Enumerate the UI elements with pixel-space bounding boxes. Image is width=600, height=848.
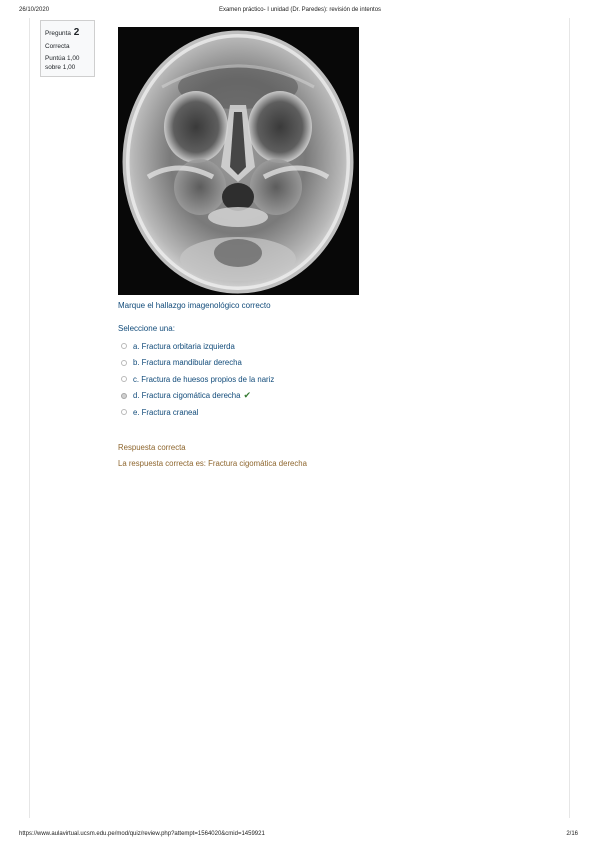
print-page-number: 2/16 [566,831,578,837]
left-border [29,18,30,818]
answer-option-label: c. Fractura de huesos propios de la nariz [133,374,275,384]
skull-xray-image [118,27,359,295]
question-label: Pregunta [45,30,71,37]
answer-prompt: Seleccione una: [118,324,175,333]
print-url: https://www.aulavirtual.ucsm.edu.pe/mod/quiz/review.php?attempt=1564020&cmid=1459921 [19,831,265,837]
radio-e[interactable] [121,409,127,415]
answer-option-b[interactable] [121,355,274,372]
answer-option-label: b. Fractura mandibular derecha [133,358,242,368]
answer-option-d[interactable] [121,388,274,405]
answer-option-a[interactable] [121,338,274,355]
answer-option-c[interactable] [121,371,274,388]
radio-c[interactable] [121,376,127,382]
radio-d-selected[interactable] [121,393,127,399]
answer-option-e[interactable] [121,404,274,421]
question-state: Correcta [45,43,70,50]
question-text: Marque el hallazgo imagenológico correcto [118,301,271,310]
print-title: Examen práctico- I unidad (Dr. Paredes): revisión de intentos [218,7,382,13]
question-number-line [45,26,90,40]
print-date: 26/10/2020 [19,7,50,13]
answer-option-label: e. Fractura craneal [133,407,199,417]
question-grade-line1: Puntúa 1,00 [45,54,80,62]
question-number: 2 [73,27,80,38]
radio-a[interactable] [121,343,127,349]
question-info-box [40,20,95,77]
answer-option-label: a. Fractura orbitaria izquierda [133,341,235,351]
feedback-result: Respuesta correcta [118,443,186,452]
right-answer: La respuesta correcta es: Fractura cigomática derecha [118,459,307,468]
question-grade-line2: sobre 1,00 [45,63,76,71]
check-icon: ✔ [243,390,252,401]
right-border [569,18,570,818]
radio-b[interactable] [121,360,127,366]
answer-options [121,338,274,421]
answer-option-label: d. Fractura cigomática derecha [133,391,241,401]
